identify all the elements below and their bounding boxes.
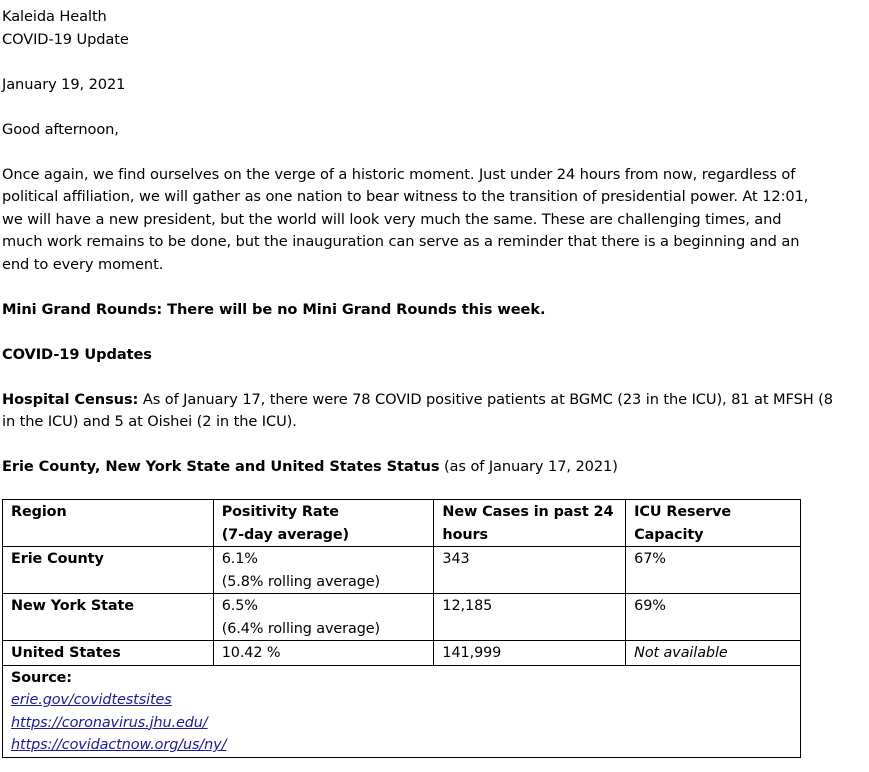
cell-region: United States (3, 641, 214, 666)
source-cell (3, 665, 801, 757)
intro-line: end to every moment. (2, 255, 164, 273)
cell-cases: 141,999 (434, 641, 626, 666)
intro-line: much work remains to be done, but the inauguration can serve as a reminder that there is a beginning and an (2, 233, 800, 250)
intro-line: we will have a new president, but the world will look very much the same. These are challenging times, and (2, 210, 782, 228)
cell-region: Erie County (3, 547, 214, 594)
cell-cases: 343 (434, 547, 626, 594)
cell-positivity: 10.42 % (213, 641, 434, 666)
updates-heading (2, 344, 852, 367)
census-text: As of January 17, there were 78 COVID positive patients at BGMC (23 in the ICU), 81 at MFSH (8 (138, 390, 833, 408)
header-new-cases: New Cases in past 24 hours (434, 500, 626, 547)
cell-cases: 12,185 (434, 594, 626, 641)
table-header-row (3, 500, 801, 547)
cell-positivity: 6.1% (5.8% rolling average) (213, 547, 434, 594)
status-note: (as of January 17, 2021) (439, 458, 618, 475)
grand-rounds-text: Mini Grand Rounds: There will be no Mini Grand Rounds this week. (2, 300, 546, 318)
source-row (3, 665, 801, 757)
census-label: Hospital Census: (2, 390, 139, 408)
census-text-cont: in the ICU) and 5 at Oishei (2 in the ICU). (2, 413, 297, 430)
header-icu-capacity: ICU Reserve Capacity (626, 500, 801, 547)
cell-icu: Not available (626, 641, 801, 666)
census-paragraph (2, 389, 852, 434)
cell-icu: 67% (626, 547, 801, 594)
table-row (3, 547, 801, 594)
cell-positivity: 6.5% (6.4% rolling average) (213, 594, 434, 641)
source-link-covidactnow[interactable]: https://covidactnow.org/us/ny/ (11, 737, 227, 753)
update-document (2, 6, 852, 479)
cell-region: New York State (3, 594, 214, 641)
doc-date: January 19, 2021 (2, 75, 126, 93)
table-row (3, 641, 801, 666)
cell-icu: 69% (626, 594, 801, 641)
org-name: Kaleida Health (2, 8, 107, 25)
header-region: Region (3, 500, 214, 547)
source-label: Source: (11, 669, 72, 686)
grand-rounds-notice (2, 299, 852, 322)
doc-title: COVID-19 Update (2, 30, 129, 48)
intro-line: Once again, we find ourselves on the verge of a historic moment. Just under 24 hours from now, regardless of (2, 165, 796, 183)
status-label: Erie County, New York State and United States Status (2, 458, 440, 475)
status-heading (2, 456, 852, 479)
updates-heading-text: COVID-19 Updates (2, 345, 152, 363)
source-link-jhu[interactable]: https://coronavirus.jhu.edu/ (11, 714, 208, 731)
source-link-erie[interactable]: erie.gov/covidtestsites (11, 692, 172, 708)
header-positivity: Positivity Rate (7-day average) (213, 500, 434, 547)
greeting: Good afternoon, (2, 120, 119, 138)
table-row (3, 594, 801, 641)
intro-paragraph (2, 164, 852, 277)
status-table (2, 499, 801, 758)
intro-line: political affiliation, we will gather as one nation to bear witness to the transition of presidential power. At 12:01, (2, 188, 809, 205)
